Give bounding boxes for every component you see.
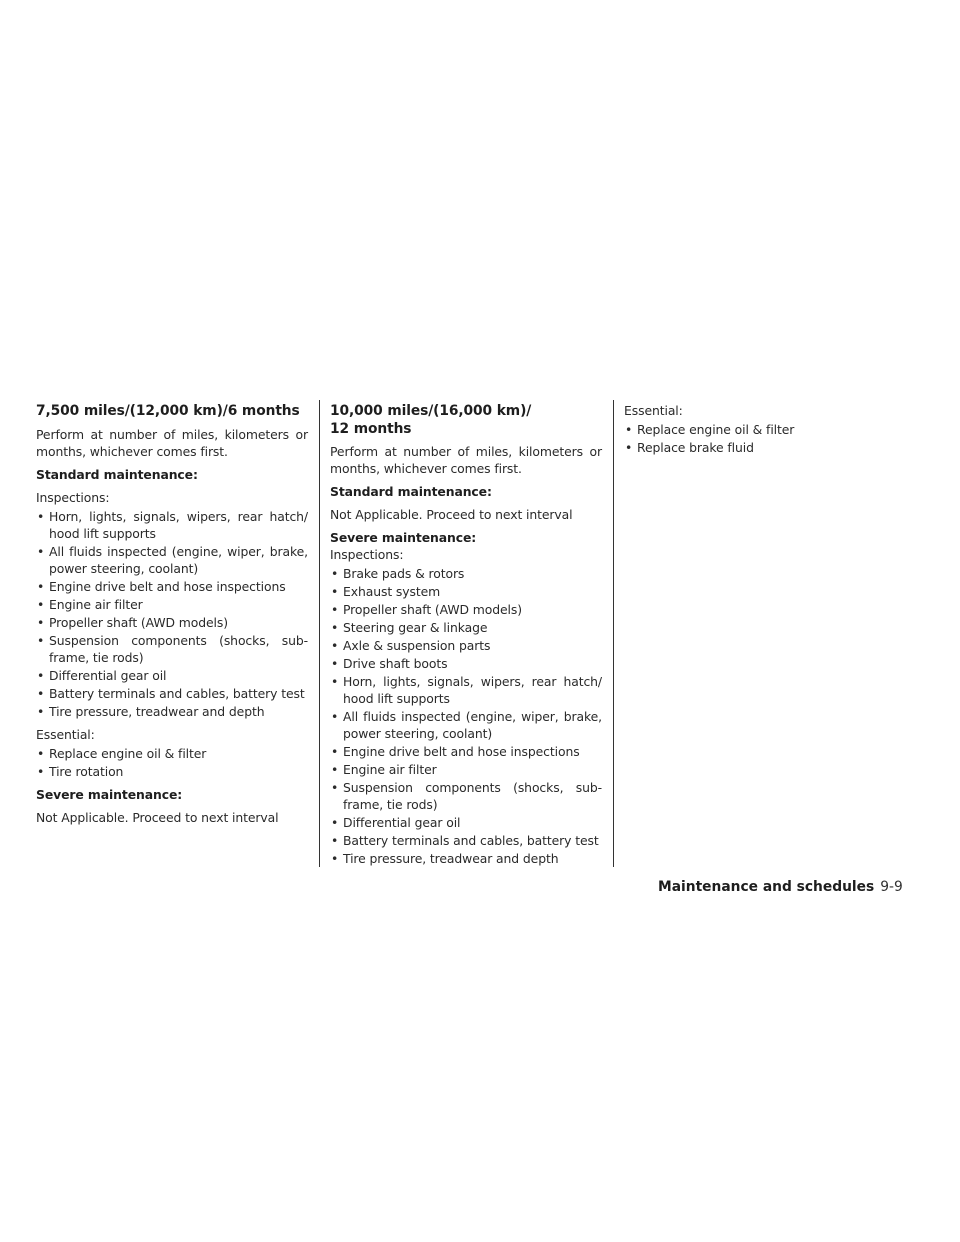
bullet-icon: • (37, 746, 45, 761)
list-item (624, 439, 896, 456)
bullet-icon: • (331, 815, 339, 830)
footer-section-title: Maintenance and schedules (658, 879, 875, 895)
essential-label: Essential: (624, 403, 683, 418)
list-item-text: Propeller shaft (AWD models) (49, 615, 228, 630)
list-item (36, 614, 308, 631)
bullet-icon: • (37, 686, 45, 701)
list-item-text: Brake pads & rotors (343, 566, 465, 581)
list-item-text: Replace engine oil & filter (49, 746, 207, 761)
list-item (330, 583, 602, 600)
list-item (330, 637, 602, 654)
bullet-icon: • (331, 638, 339, 653)
severe-maintenance-text: Not Applicable. Proceed to next interval (36, 810, 279, 825)
bullet-icon: • (37, 764, 45, 779)
essential-label: Essential: (36, 727, 95, 742)
list-item (36, 578, 308, 595)
list-item (36, 745, 308, 762)
list-item-text: Steering gear & linkage (343, 620, 488, 635)
list-item-text: Suspension components (shocks, sub-frame, tie rods) (343, 780, 602, 812)
bullet-icon: • (37, 633, 45, 648)
list-item (36, 596, 308, 613)
bullet-icon: • (331, 602, 339, 617)
list-item (330, 814, 602, 831)
bullet-icon: • (331, 780, 339, 795)
page-footer (658, 878, 903, 896)
list-item (330, 708, 602, 742)
standard-maintenance-label: Standard maintenance: (36, 467, 198, 482)
list-item-text: Engine drive belt and hose inspections (49, 579, 286, 594)
list-item (36, 667, 308, 684)
essential-list (624, 421, 896, 456)
list-item-text: Horn, lights, signals, wipers, rear hatch/ hood lift supports (343, 674, 602, 706)
column-divider-right (613, 400, 614, 867)
list-item-text: Replace brake fluid (637, 440, 754, 455)
list-item-text: Tire rotation (49, 764, 124, 779)
severe-maintenance-label: Severe maintenance: (330, 530, 477, 545)
section-heading-line1: 10,000 miles/(16,000 km)/ (330, 403, 532, 419)
list-item-text: Suspension components (shocks, sub-frame, tie rods) (49, 633, 308, 665)
inspections-label: Inspections: (36, 490, 110, 505)
inspections-list (36, 508, 308, 720)
severe-maintenance-label: Severe maintenance: (36, 787, 183, 802)
bullet-icon: • (331, 709, 339, 724)
list-item-text: Horn, lights, signals, wipers, rear hatch/ hood lift supports (49, 509, 308, 541)
intro-text: Perform at number of miles, kilometers or months, whichever comes first. (330, 444, 602, 476)
bullet-icon: • (37, 544, 45, 559)
essential-list (36, 745, 308, 780)
inspections-label: Inspections: (330, 547, 404, 562)
list-item-text: Drive shaft boots (343, 656, 448, 671)
standard-maintenance-label: Standard maintenance: (330, 484, 492, 499)
standard-maintenance-text: Not Applicable. Proceed to next interval (330, 507, 573, 522)
list-item (330, 832, 602, 849)
list-item-text: Engine drive belt and hose inspections (343, 744, 580, 759)
bullet-icon: • (331, 674, 339, 689)
bullet-icon: • (37, 704, 45, 719)
list-item-text: Battery terminals and cables, battery test (49, 686, 305, 701)
list-item-text: Tire pressure, treadwear and depth (49, 704, 265, 719)
list-item-text: Replace engine oil & filter (637, 422, 795, 437)
inspections-list (330, 565, 602, 867)
list-item (330, 779, 602, 813)
bullet-icon: • (331, 656, 339, 671)
intro-text: Perform at number of miles, kilometers or months, whichever comes first. (36, 427, 308, 459)
bullet-icon: • (331, 566, 339, 581)
bullet-icon: • (331, 744, 339, 759)
list-item (330, 619, 602, 636)
list-item (330, 761, 602, 778)
list-item (330, 850, 602, 867)
bullet-icon: • (37, 668, 45, 683)
list-item-text: Tire pressure, treadwear and depth (343, 851, 559, 866)
interval-7500-section (36, 402, 308, 832)
list-item (330, 655, 602, 672)
list-item (36, 685, 308, 702)
list-item (330, 743, 602, 760)
page-number: 9-9 (880, 879, 903, 895)
list-item-text: Engine air filter (343, 762, 437, 777)
list-item-text: Differential gear oil (343, 815, 461, 830)
section-heading (330, 402, 602, 438)
list-item (36, 763, 308, 780)
list-item-text: Engine air filter (49, 597, 143, 612)
list-item (330, 601, 602, 618)
bullet-icon: • (37, 579, 45, 594)
bullet-icon: • (625, 422, 633, 437)
list-item (330, 565, 602, 582)
interval-10000-section (330, 402, 602, 873)
section-heading-line2: 12 months (330, 421, 412, 437)
list-item (330, 673, 602, 707)
list-item (36, 632, 308, 666)
list-item (624, 421, 896, 438)
list-item (36, 508, 308, 542)
list-item-text: All fluids inspected (engine, wiper, brake, power steering, coolant) (343, 709, 602, 741)
list-item-text: Differential gear oil (49, 668, 167, 683)
bullet-icon: • (625, 440, 633, 455)
bullet-icon: • (331, 620, 339, 635)
section-heading: 7,500 miles/(12,000 km)/6 months (36, 403, 300, 419)
bullet-icon: • (331, 851, 339, 866)
column-divider-left (319, 400, 320, 867)
list-item (36, 543, 308, 577)
interval-10000-continued (624, 402, 896, 462)
bullet-icon: • (331, 833, 339, 848)
bullet-icon: • (331, 762, 339, 777)
list-item (36, 703, 308, 720)
bullet-icon: • (37, 509, 45, 524)
list-item-text: All fluids inspected (engine, wiper, brake, power steering, coolant) (49, 544, 308, 576)
list-item-text: Exhaust system (343, 584, 441, 599)
bullet-icon: • (331, 584, 339, 599)
list-item-text: Propeller shaft (AWD models) (343, 602, 522, 617)
list-item-text: Battery terminals and cables, battery test (343, 833, 599, 848)
bullet-icon: • (37, 597, 45, 612)
bullet-icon: • (37, 615, 45, 630)
list-item-text: Axle & suspension parts (343, 638, 491, 653)
